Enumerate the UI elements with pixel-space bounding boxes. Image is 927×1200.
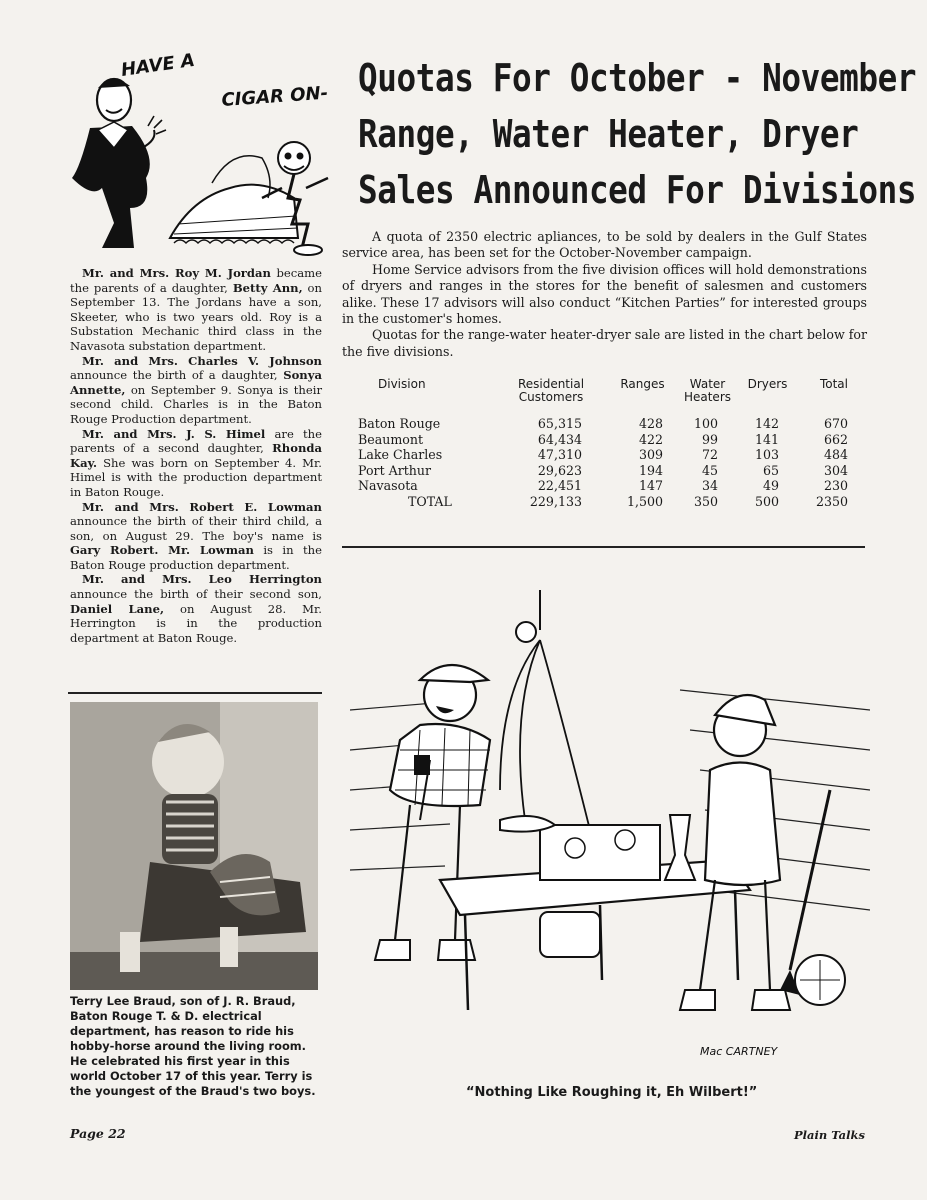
col-residential-customers: Residential Customers xyxy=(517,377,585,404)
cell-customers: 47,310 xyxy=(537,447,582,462)
announcement-lowman: Mr. and Mrs. Robert E. Lowman announce the birth of their third child, a son, on August 29. The boy's name is Gary Robert. Mr. Lowman is in the Baton Rouge production department. xyxy=(70,499,322,572)
body-paragraph: A quota of 2350 electric apliances, to be sold by dealers in the Gulf States service area, has been set for the October-November campaign. xyxy=(342,229,867,261)
photo-child-hobby-horse xyxy=(70,702,318,990)
cell-division: TOTAL xyxy=(408,493,452,509)
cell-dryers: 142 xyxy=(754,416,779,431)
cell-total: 662 xyxy=(823,431,848,447)
table-row xyxy=(342,416,862,432)
cell-dryers: 141 xyxy=(754,431,779,447)
article-body xyxy=(342,229,867,360)
table-row xyxy=(342,432,862,448)
headline-line-1: Quotas For October - November xyxy=(358,56,917,100)
cell-division: Port Arthur xyxy=(358,462,432,478)
cigar-illustration xyxy=(62,48,342,263)
cartoon-signature: Mac CARTNEY xyxy=(700,1045,778,1058)
table-row xyxy=(342,447,862,463)
cell-water-heaters: 45 xyxy=(701,462,718,478)
cell-division: Lake Charles xyxy=(358,447,443,462)
cell-water-heaters: 72 xyxy=(701,447,718,462)
cell-customers: 29,623 xyxy=(537,462,582,478)
table-row xyxy=(342,478,862,494)
cell-total: 304 xyxy=(823,462,848,478)
body-paragraph: Home Service advisors from the five division offices will hold demonstrations of dryers and ranges in the stores for the benefit of salesmen and customers alike. These 17 advisors will also conduct “Kitchen Parties” for interested groups in the customer's homes. xyxy=(342,261,867,327)
cell-customers: 65,315 xyxy=(537,416,582,431)
col-dryers: Dryers xyxy=(747,377,788,391)
left-divider xyxy=(68,692,322,694)
cell-customers: 229,133 xyxy=(529,493,582,509)
body-paragraph: Quotas for the range-water heater-dryer sale are listed in the chart below for the five divisions. xyxy=(342,327,867,359)
cell-ranges: 1,500 xyxy=(626,493,663,509)
cell-ranges: 428 xyxy=(638,416,663,431)
cell-total: 2350 xyxy=(815,493,848,509)
announcement-himel: Mr. and Mrs. J. S. Himel are the parents of a second daughter, Rhonda Kay. She was born on September 4. Mr. Himel is with the production department in Baton Rouge. xyxy=(70,426,322,499)
cell-division: Baton Rouge xyxy=(358,416,441,431)
article-headline xyxy=(358,50,917,218)
announcement-jordan: Mr. and Mrs. Roy M. Jordan became the parents of a daughter, Betty Ann, on September 13. The Jordans have a son, Skeeter, who is two years old. Roy is a Substation Mechanic third class in the Navasota substation department. xyxy=(70,266,322,353)
cartoon-illustration xyxy=(350,590,870,1080)
announcement-johnson: Mr. and Mrs. Charles V. Johnson announce the birth of a daughter, Sonya Annette, on September 9. Sonya is their second child. Charles is in the Baton Rouge Production department. xyxy=(70,353,322,426)
cell-dryers: 65 xyxy=(762,462,779,478)
cigar-header-line2: CIGAR ON- xyxy=(220,82,329,111)
cell-dryers: 500 xyxy=(754,493,779,509)
cell-division: Beaumont xyxy=(358,431,424,447)
cell-total: 670 xyxy=(823,416,848,431)
cell-customers: 22,451 xyxy=(537,478,582,493)
cell-ranges: 422 xyxy=(638,431,663,447)
quota-table xyxy=(342,378,862,509)
cell-total: 230 xyxy=(823,478,848,493)
col-ranges: Ranges xyxy=(620,377,665,391)
right-divider xyxy=(342,546,865,548)
page-number: Page 22 xyxy=(70,1126,126,1141)
cell-dryers: 103 xyxy=(754,447,779,462)
col-total: Total xyxy=(819,377,848,391)
cell-water-heaters: 350 xyxy=(693,493,718,509)
announcement-herrington: Mr. and Mrs. Leo Herrington announce the birth of their second son, Daniel Lane, on August 28. Mr. Herrington is in the production department at Baton Rouge. xyxy=(70,572,322,645)
photo-caption: Terry Lee Braud, son of J. R. Braud, Baton Rouge T. & D. electrical department, has reason to ride his hobby-horse around the living room. He celebrated his first year in this world October 17 of this year. Terry is the youngest of the Braud's two boys. xyxy=(70,994,316,1098)
publication-name: Plain Talks xyxy=(794,1128,865,1142)
headline-line-2: Range, Water Heater, Dryer xyxy=(358,112,859,156)
cell-water-heaters: 34 xyxy=(701,478,718,493)
cell-dryers: 49 xyxy=(762,478,779,493)
cell-ranges: 147 xyxy=(638,478,663,493)
birth-announcements xyxy=(70,266,322,645)
col-water-heaters: Water Heaters xyxy=(683,377,732,404)
cell-customers: 64,434 xyxy=(537,431,582,447)
quota-table-header xyxy=(342,378,862,416)
cell-ranges: 309 xyxy=(638,447,663,462)
cell-water-heaters: 99 xyxy=(701,431,718,447)
cigar-header-line1: HAVE A xyxy=(119,49,197,81)
col-division: Division xyxy=(378,377,426,391)
cell-total: 484 xyxy=(823,447,848,462)
cell-water-heaters: 100 xyxy=(693,416,718,431)
cell-division: Navasota xyxy=(358,478,418,493)
headline-line-3: Sales Announced For Divisions xyxy=(358,168,917,212)
cell-ranges: 194 xyxy=(638,462,663,478)
cartoon-caption: “Nothing Like Roughing it, Eh Wilbert!” xyxy=(466,1085,758,1100)
table-row-total xyxy=(342,494,862,510)
table-row xyxy=(342,463,862,479)
